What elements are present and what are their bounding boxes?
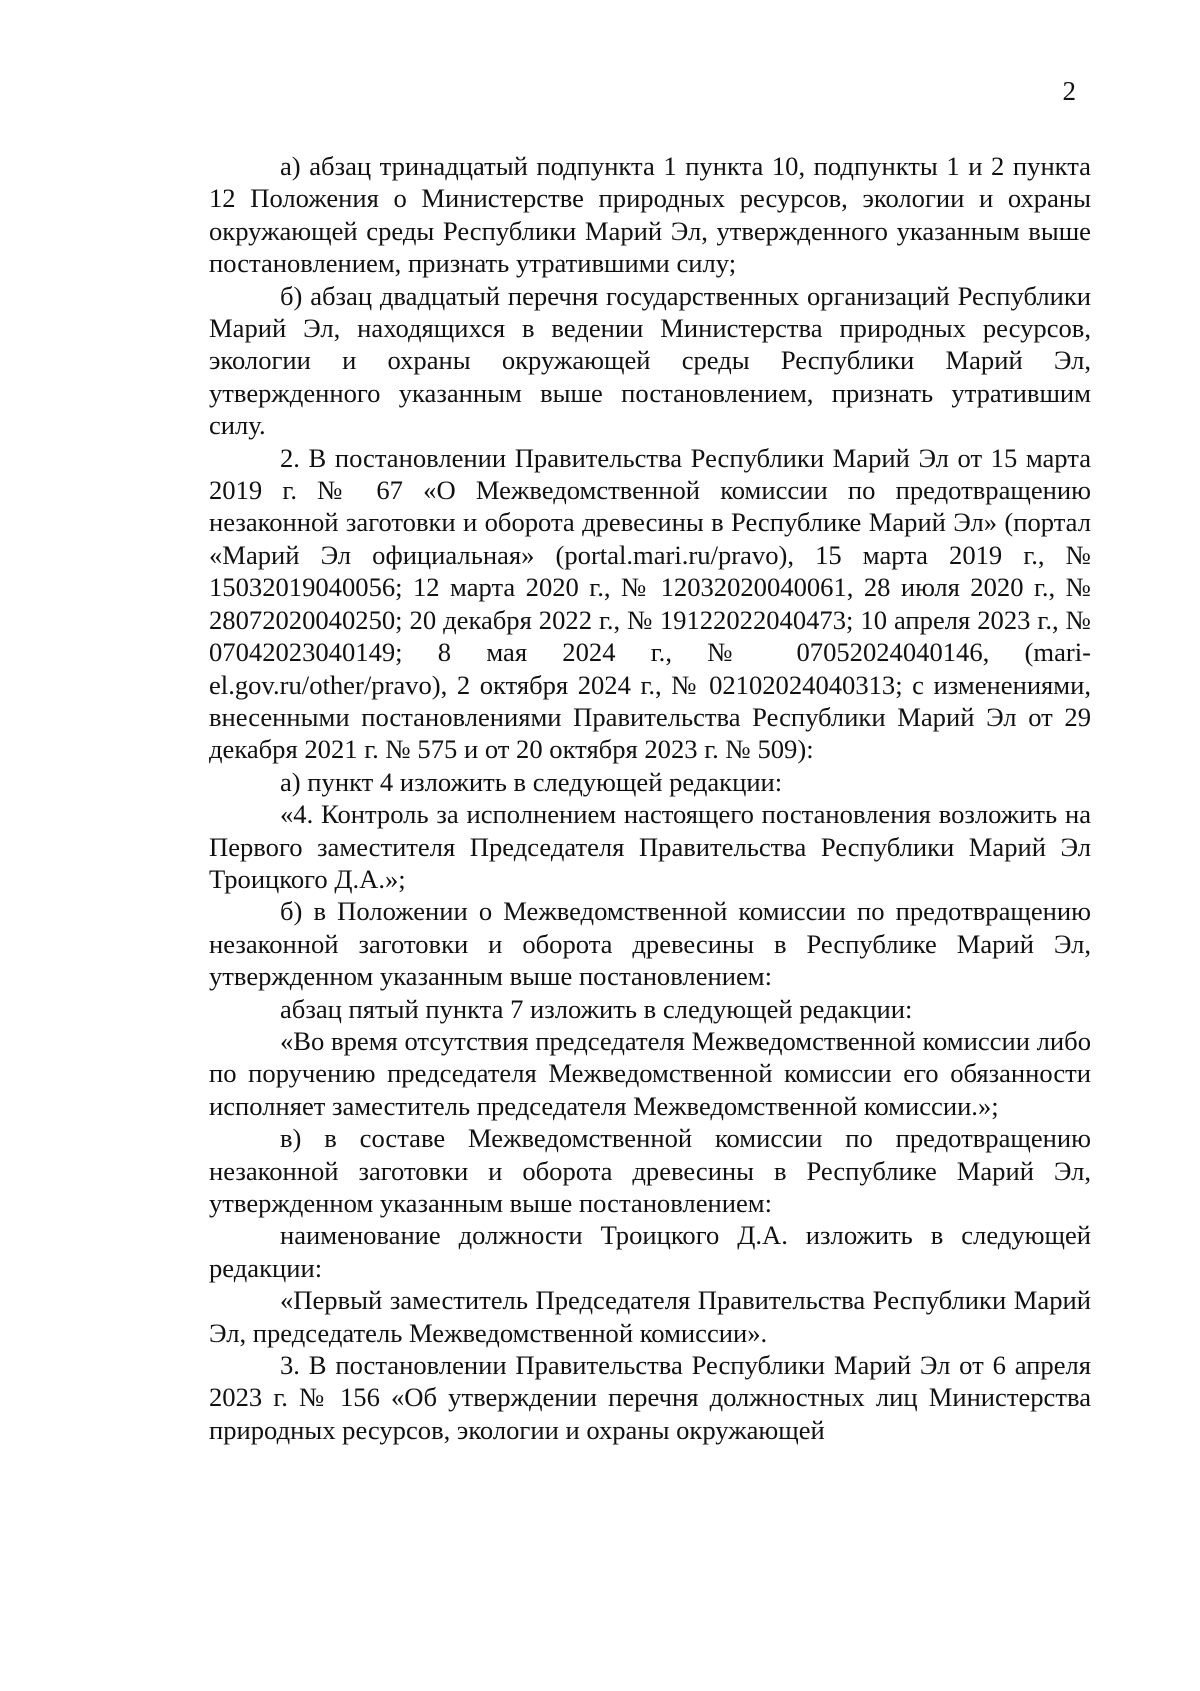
paragraph-item-7-new-text: «Во время отсутствия председателя Межведомственной комиссии либо по поручению председателя Межведомственной комиссии его обязанности исполняет заместитель председателя Межведомственной комиссии.»; (209, 1025, 1091, 1121)
paragraph-item-7-fifth-clause: абзац пятый пункта 7 изложить в следующей редакции: (280, 993, 913, 1024)
paragraph-item-4-new-text: «4. Контроль за исполнением настоящего постановления возложить на Первого заместителя Председателя Правительства Республики Марий Эл Троицкого Д.А.»; (209, 799, 1091, 894)
paragraph-1b-repeal-organizations-list: б) абзац двадцатый перечня государственных организаций Республики Марий Эл, находящихся в ведении Министерства природных ресурсов, экологии и охраны окружающей среды Республики Марий Эл, утвержденного указанным выше постановлением, признать утратившим силу. (209, 280, 1091, 441)
page-number: 2 (1062, 76, 1076, 106)
paragraph-2b-commission-regulation: б) в Положении о Межведомственной комиссии по предотвращению незаконной заготовки и оборота древесины в Республике Марий Эл, утвержденном указанным выше постановлением: (209, 896, 1091, 992)
paragraph-position-title: наименование должности Троицкого Д.А. изложить в следующей редакции: (209, 1220, 1091, 1283)
paragraph-3-resolution-156: 3. В постановлении Правительства Республики Марий Эл от 6 апреля 2023 г. № 156 «Об утверждении перечня должностных лиц Министерства природных ресурсов, экологии и охраны окружающей (209, 1350, 1091, 1445)
paragraph-position-new-text: «Первый заместитель Председателя Правительства Республики Марий Эл, председатель Межведомственной комиссии». (209, 1285, 1091, 1348)
paragraph-2a-item-4: а) пункт 4 изложить в следующей редакции: (280, 766, 783, 797)
paragraph-2-resolution-67-amendments: 2. В постановлении Правительства Республики Марий Эл от 15 марта 2019 г. № 67 «О Межведомственной комиссии по предотвращению незаконной заготовки и оборота древесины в Республике Марий Эл» (портал «Марий Эл официальная» (portal.mari.ru/pravo), 15 марта 2019 г., № 15032019040056; 12 марта 2020 г., № 12032020040061, 28 июля 2020 г., № 28072020040250; 20 декабря 2022 г., № 19122022040473; 10 апреля 2023 г., № 07042023040149; 8 мая 2024 г., № 07052024040146, (mari-el.gov.ru/other/pravo), 2 октября 2024 г., № 02102024040313; с изменениями, внесенными постановлениями Правительства Республики Марий Эл от 29 декабря 2021 г. № 575 и от 20 октября 2023 г. № 509): (209, 442, 1091, 765)
paragraph-1a-repeal-ministry-provisions: а) абзац тринадцатый подпункта 1 пункта 10, подпункты 1 и 2 пункта 12 Положения о Министерстве природных ресурсов, экологии и охраны окружающей среды Республики Марий Эл, утвержденного указанным выше постановлением, признать утратившими силу; (209, 151, 1091, 279)
paragraph-2c-commission-composition: в) в составе Межведомственной комиссии по предотвращению незаконной заготовки и оборота древесины в Республике Марий Эл, утвержденном указанным выше постановлением: (209, 1123, 1091, 1218)
document-body (209, 150, 1091, 1446)
